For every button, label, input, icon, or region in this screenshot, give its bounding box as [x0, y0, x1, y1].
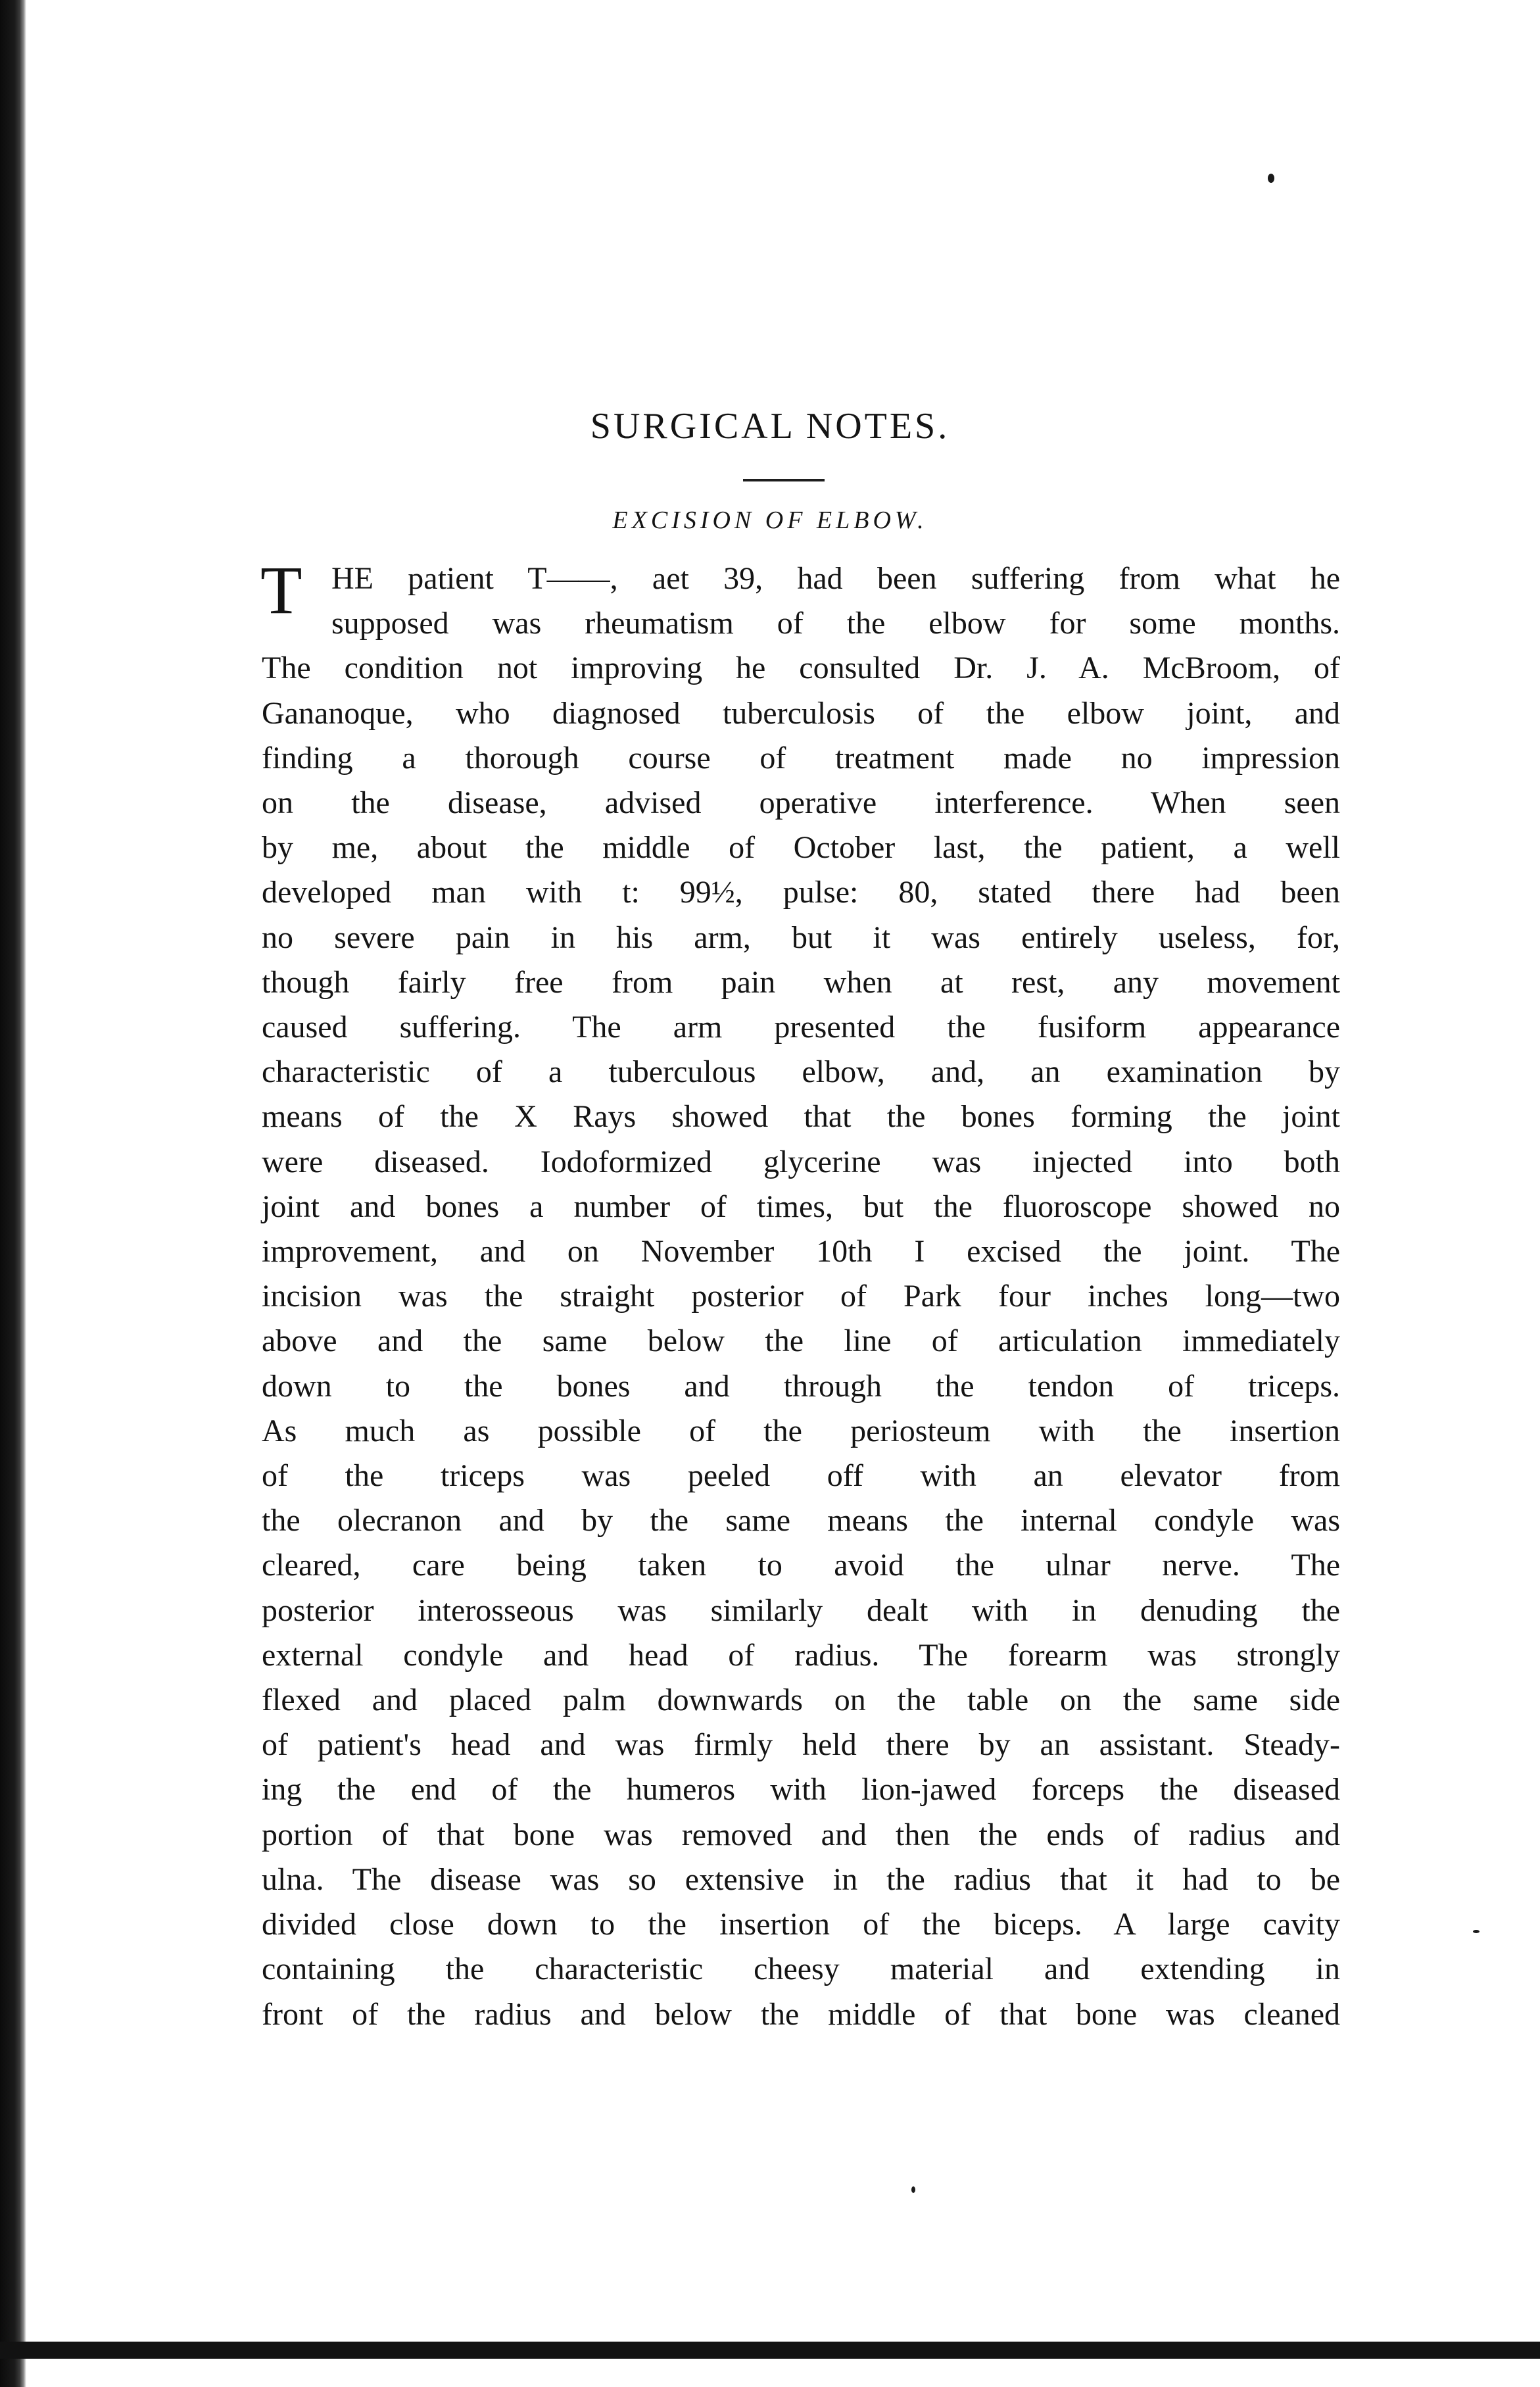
- text-line: means of the X Rays showed that the bones forming the joint: [262, 1099, 1340, 1135]
- text-line: above and the same below the line of articulation immediately: [262, 1323, 1340, 1359]
- text-line: finding a thorough course of treatment made no impression: [262, 740, 1340, 775]
- section-heading: EXCISION OF ELBOW.: [612, 506, 928, 534]
- text-line: ulna. The disease was so extensive in the radius that it had to be: [262, 1861, 1340, 1897]
- text-line: cleared, care being taken to avoid the ulnar nerve. The: [262, 1548, 1340, 1583]
- text-line: external condyle and head of radius. The forearm was strongly: [262, 1637, 1340, 1673]
- page-speck: [1473, 1930, 1480, 1933]
- text-line: caused suffering. The arm presented the fusiform appearance: [262, 1010, 1340, 1045]
- text-line: posterior interosseous was similarly dealt with in denuding the: [262, 1592, 1340, 1628]
- text-line: though fairly free from pain when at rest, any movement: [262, 964, 1340, 1000]
- page-title: SURGICAL NOTES.: [590, 406, 950, 447]
- text-line: containing the characteristic cheesy material and extending in: [262, 1952, 1340, 1987]
- text-line: The condition not improving he consulted Dr. J. A. McBroom, of: [262, 651, 1340, 686]
- text-line: incision was the straight posterior of Park four inches long—two: [262, 1279, 1340, 1314]
- text-line: no severe pain in his arm, but it was entirely useless, for,: [262, 920, 1340, 955]
- title-divider: [743, 479, 825, 481]
- text-line: on the disease, advised operative interference. When seen: [262, 785, 1340, 821]
- page-bottom-edge: [0, 2342, 1540, 2359]
- page-binding-edge: [0, 0, 26, 2387]
- page-speck: [1268, 174, 1274, 183]
- text-line: portion of that bone was removed and then the ends of radius and: [262, 1817, 1340, 1852]
- text-line: front of the radius and below the middle of that bone was cleaned: [262, 1996, 1340, 2032]
- text-line: divided close down to the insertion of the biceps. A large cavity: [262, 1907, 1340, 1942]
- text-line: As much as possible of the periosteum with the insertion: [262, 1413, 1340, 1448]
- text-line: flexed and placed palm downwards on the table on the same side: [262, 1683, 1340, 1718]
- text-line: down to the bones and through the tendon of triceps.: [262, 1368, 1340, 1404]
- text-line: the olecranon and by the same means the internal condyle was: [262, 1503, 1340, 1538]
- text-line: improvement, and on November 10th I excised the joint. The: [262, 1234, 1340, 1269]
- body-text: [260, 553, 1340, 2037]
- text-line: Gananoque, who diagnosed tuberculosis of the elbow joint, and: [262, 695, 1340, 731]
- text-line: joint and bones a number of times, but the fluoroscope showed no: [262, 1189, 1340, 1224]
- text-line: of patient's head and was firmly held there by an assistant. Steady-: [262, 1727, 1340, 1763]
- text-line: characteristic of a tuberculous elbow, and, an examination by: [262, 1054, 1340, 1090]
- text-line: of the triceps was peeled off with an elevator from: [262, 1458, 1340, 1494]
- text-line: HE patient T——, aet 39, had been suffering from what he: [331, 561, 1340, 596]
- text-line: were diseased. Iodoformized glycerine was injected into both: [262, 1144, 1340, 1179]
- text-line: supposed was rheumatism of the elbow for some months.: [331, 606, 1340, 641]
- page-speck: [911, 2186, 915, 2193]
- text-line: developed man with t: 99½, pulse: 80, stated there had been: [262, 875, 1340, 910]
- text-line: by me, about the middle of October last, the patient, a well: [262, 830, 1340, 866]
- text-line: ing the end of the humeros with lion-jawed forceps the diseased: [262, 1772, 1340, 1808]
- drop-cap: T: [260, 553, 302, 628]
